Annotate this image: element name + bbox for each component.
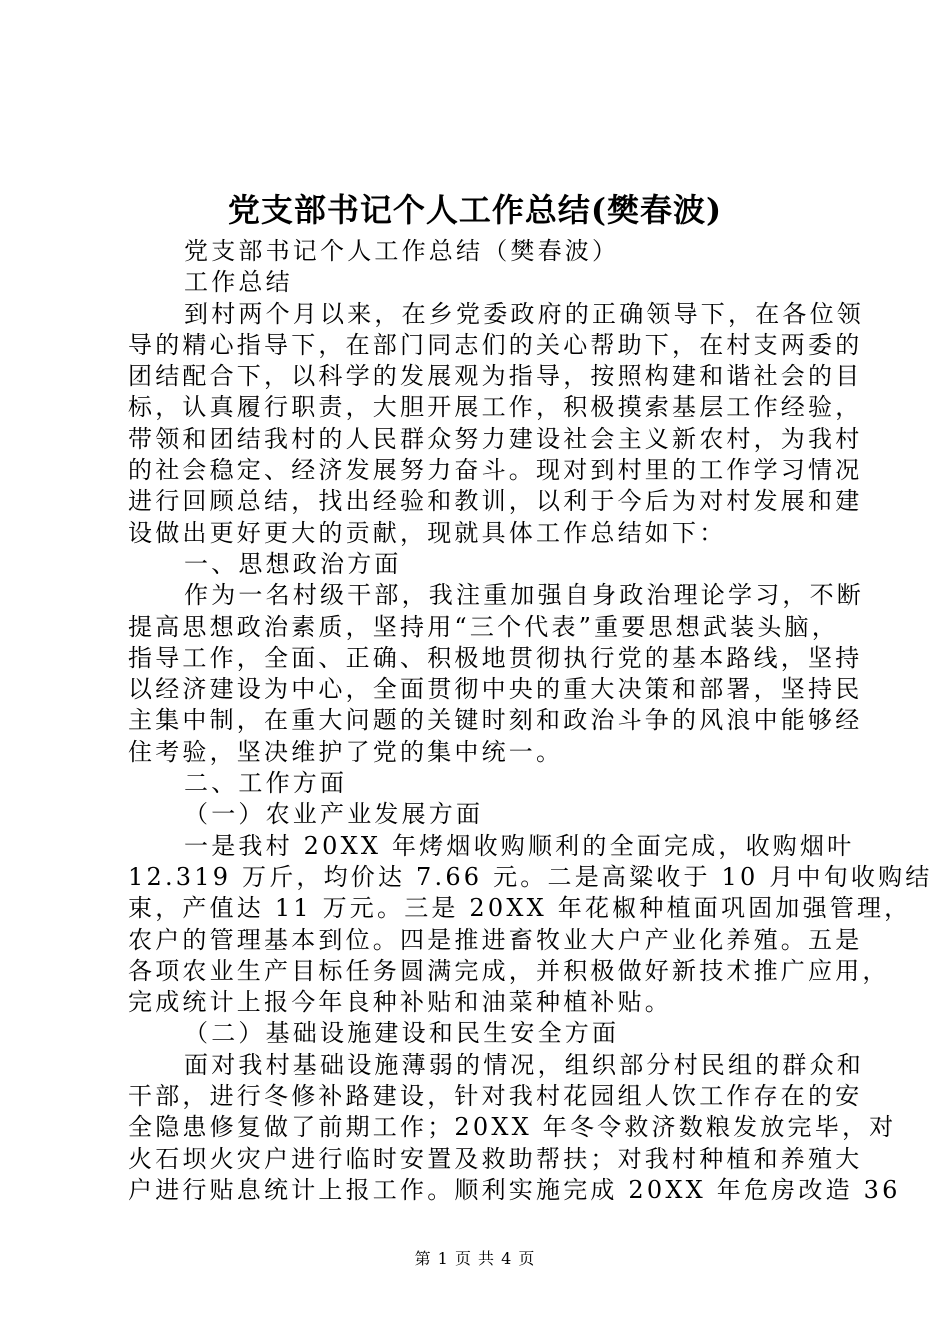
body-line: 团结配合下，以科学的发展观为指导，按照构建和谐社会的目 (128, 362, 863, 391)
body-line: 导的精心指导下，在部门同志们的关心帮助下，在村支两委的 (128, 330, 863, 359)
page-footer: 第 1 页 共 4 页 (414, 1249, 536, 1268)
body-line: 指导工作，全面、正确、积极地贯彻执行党的基本路线，坚持 (128, 643, 863, 672)
body-line: 到村两个月以来，在乡党委政府的正确领导下，在各位领 (184, 299, 864, 328)
body-line: 的社会稳定、经济发展努力奋斗。现对到村里的工作学习情况 (128, 456, 863, 485)
document-body (128, 236, 933, 1206)
body-line: 束，产值达 11 万元。三是 20XX 年花椒种植面巩固加强管理， (128, 894, 912, 923)
body-line: 进行回顾总结，找出经验和教训，以利于今后为对村发展和建 (128, 487, 863, 516)
body-line: 一是我村 20XX 年烤烟收购顺利的全面完成，收购烟叶 (184, 831, 855, 860)
body-line: 面对我村基础设施薄弱的情况，组织部分村民组的群众和 (184, 1050, 864, 1079)
body-line: 各项农业生产目标任务圆满完成，并积极做好新技术推广应用， (128, 956, 890, 985)
body-line: 火石坝火灾户进行临时安置及救助帮扶；对我村种植和养殖大 (128, 1144, 863, 1173)
body-line: 提高思想政治素质，坚持用“三个代表”重要思想武装头脑， (128, 612, 839, 641)
body-line: （一）农业产业发展方面 (184, 800, 484, 829)
body-line: 作为一名村级干部，我注重加强自身政治理论学习，不断 (184, 581, 864, 610)
body-line: 12.319 万斤，均价达 7.66 元。二是高粱收于 10 月中旬收购结 (128, 862, 933, 891)
body-lines (128, 299, 933, 1207)
body-line: 住考验，坚决维护了党的集中统一。 (128, 737, 564, 766)
body-line: 二、工作方面 (184, 769, 348, 798)
body-line: （二）基础设施建设和民生安全方面 (184, 1019, 620, 1048)
body-line: 干部，进行冬修补路建设，针对我村花园组人饮工作存在的安 (128, 1082, 863, 1111)
body-line: 主集中制，在重大问题的关键时刻和政治斗争的风浪中能够经 (128, 706, 863, 735)
body-line: 带领和团结我村的人民群众努力建设社会主义新农村，为我村 (128, 424, 863, 453)
body-line: 一、思想政治方面 (184, 549, 402, 578)
body-line: 以经济建设为中心，全面贯彻中央的重大决策和部署，坚持民 (128, 675, 863, 704)
document-title: 党支部书记个人工作总结(樊春波) (227, 191, 723, 229)
body-line: 完成统计上报今年良种补贴和油菜种植补贴。 (128, 988, 672, 1017)
body-line: 农户的管理基本到位。四是推进畜牧业大户产业化养殖。五是 (128, 925, 863, 954)
body-line: 户进行贴息统计上报工作。顺利实施完成 20XX 年危房改造 36 (128, 1175, 901, 1204)
heading-summary: 工作总结 (184, 268, 293, 297)
body-line: 设做出更好更大的贡献，现就具体工作总结如下： (128, 518, 727, 547)
body-line: 全隐患修复做了前期工作；20XX 年冬令救济数粮发放完毕，对 (128, 1113, 897, 1142)
body-line: 标，认真履行职责，大胆开展工作，积极摸索基层工作经验， (128, 393, 863, 422)
subtitle-line: 党支部书记个人工作总结（樊春波） (184, 237, 620, 265)
